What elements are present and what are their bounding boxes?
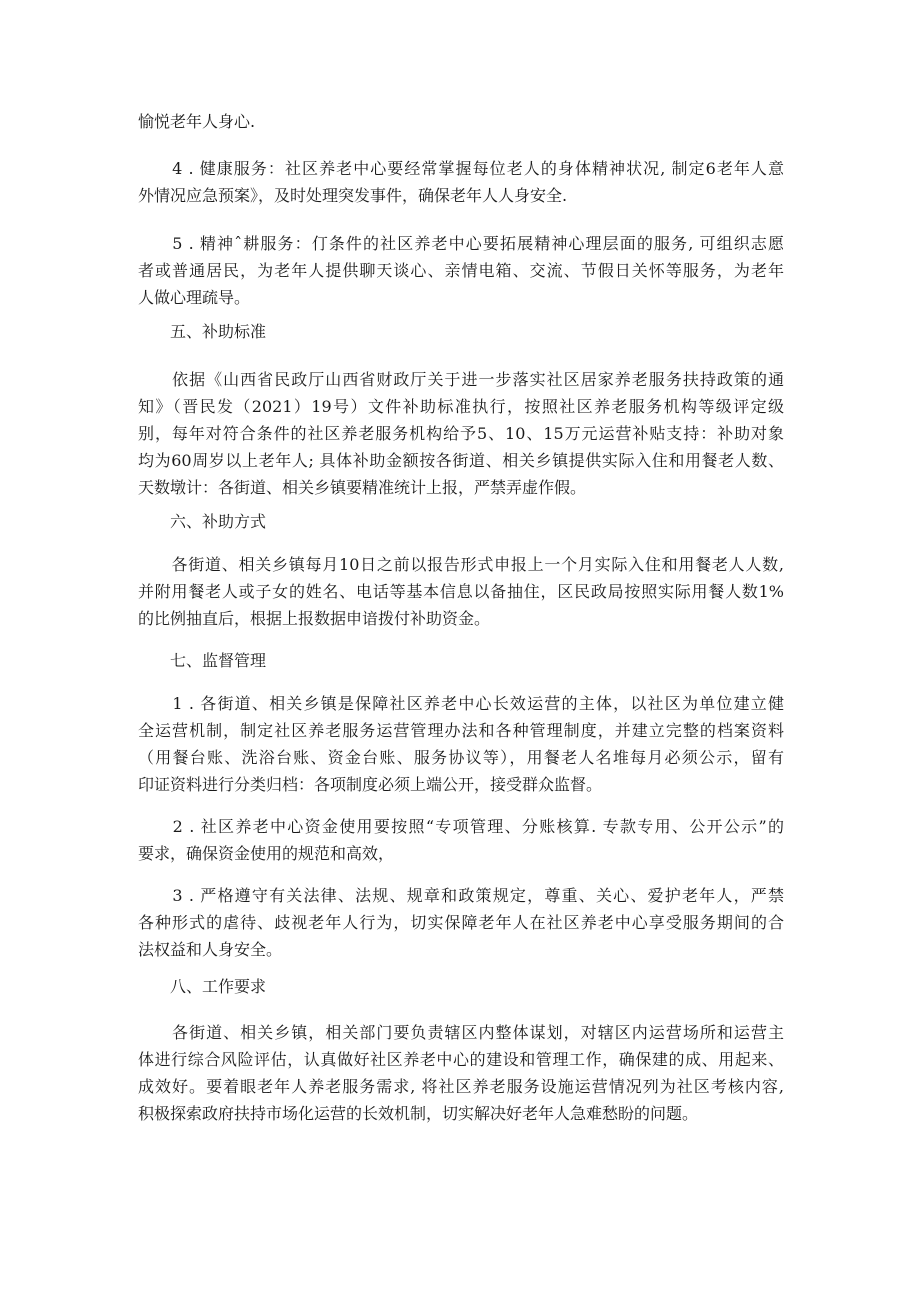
heading-text: 七、监督管理 — [138, 651, 267, 670]
text-line: 1 . 各街道、相关乡镇是保障社区养老中心长效运营的主体，以社区为单位建立健 — [138, 694, 784, 713]
text-line: 均为60周岁以上老年人; 具体补助金额按各街道、相关乡镇提供实际入住和用餐老人数、 — [138, 451, 784, 470]
paragraph-supervision-2 — [138, 813, 784, 867]
heading-text: 五、补助标准 — [138, 322, 267, 341]
heading-text: 六、补助方式 — [138, 512, 267, 531]
paragraph-subsidy-standard — [138, 366, 784, 501]
text-line: 积极探索政府扶持市场化运营的长效机制，切实解决好老年人急难愁盼的问题。 — [138, 1104, 699, 1123]
section-heading-work-requirements — [138, 973, 784, 1000]
text-line: 外情况应急预案》，及时处理突发事件，确保老年人人身安全. — [138, 186, 568, 205]
paragraph-health-service — [138, 155, 784, 209]
paragraph-subsidy-method — [138, 551, 784, 632]
paragraph-supervision-3 — [138, 882, 784, 963]
paragraph-supervision-1 — [138, 690, 784, 798]
text-line: 成效好。要着眼老年人养老服务需求, 将社区养老服务设施运营情况列为社区考核内容, — [138, 1077, 784, 1096]
text-line: 依据《山西省民政厅山西省财政厅关于进一步落实社区居家养老服务扶持政策的通 — [138, 370, 784, 389]
section-heading-subsidy-standard — [138, 318, 784, 345]
text-line: 印证资料进行分类归档：各项制度必须上端公开，接受群众监督。 — [138, 775, 603, 794]
text-line: 各街道、相关乡镇，相关部门要负责辖区内整体谋划，对辖区内运营场所和运营主 — [138, 1023, 784, 1042]
text-line: 者或普通居民，为老年人提供聊天谈心、亲情电箱、交流、节假日关怀等服务，为老年 — [138, 261, 784, 280]
section-heading-supervision — [138, 647, 784, 674]
paragraph-continuation — [138, 108, 784, 135]
text-line: 法权益和人身安全。 — [138, 940, 283, 959]
text-line: 体进行综合风险评估，认真做好社区养老中心的建设和管理工作，确保建的成、用起来、 — [138, 1050, 784, 1069]
text-line: 全运营机制，制定社区养老服务运营管理办法和各种管理制度，并建立完整的档案资料 — [138, 721, 784, 740]
text-line: 3 . 严格遵守有关法律、法规、规章和政策规定，尊重、关心、爱护老年人，严禁 — [138, 886, 784, 905]
text-line: 愉悦老年人身心. — [138, 112, 256, 131]
text-line: 各街道、相关乡镇每月10日之前以报告形式申报上一个月实际入住和用餐老人人数, — [138, 555, 784, 574]
text-line: 4 . 健康服务：社区养老中心要经常掌握每位老人的身体精神状况, 制定6老年人意 — [138, 159, 784, 178]
paragraph-work-requirements — [138, 1019, 784, 1127]
section-heading-subsidy-method — [138, 508, 784, 535]
heading-text: 八、工作要求 — [138, 977, 267, 996]
text-line: 各种形式的虐待、歧视老年人行为，切实保障老年人在社区养老中心享受服务期间的合 — [138, 913, 784, 932]
text-line: 并附用餐老人或子女的姓名、电话等基本信息以备抽住，区民政局按照实际用餐人数1% — [138, 582, 784, 601]
paragraph-spiritual-service — [138, 230, 784, 311]
text-line: 人做心理疏导。 — [138, 288, 251, 307]
text-line: （用餐台账、洗浴台账、资金台账、服务协议等），用餐老人名堆每月必须公示，留有 — [138, 748, 784, 767]
text-line: 5 . 精神ˆ耕服务：仃条件的社区养老中心要拓展精神心理层面的服务, 可组织志愿 — [138, 234, 784, 253]
text-line: 的比例抽直后，根据上报数据申谙拨付补助资金。 — [138, 609, 491, 628]
text-line: 2 . 社区养老中心资金使用要按照“专项管理、分账核算. 专款专用、公开公示”的 — [138, 817, 784, 836]
text-line: 天数墩计：各街道、相关乡镇要精准统计上报，严禁弄虚作假。 — [138, 478, 587, 497]
text-line: 别，每年对符合条件的社区养老服务机构给予5、10、15万元运营补贴支持：补助对象 — [138, 424, 784, 443]
text-line: 要求，确保资金使用的规范和高效， — [138, 844, 395, 863]
text-line: 知》（晋民发（2021）19号）文件补助标准执行，按照社区养老服务机构等级评定级 — [138, 397, 784, 416]
